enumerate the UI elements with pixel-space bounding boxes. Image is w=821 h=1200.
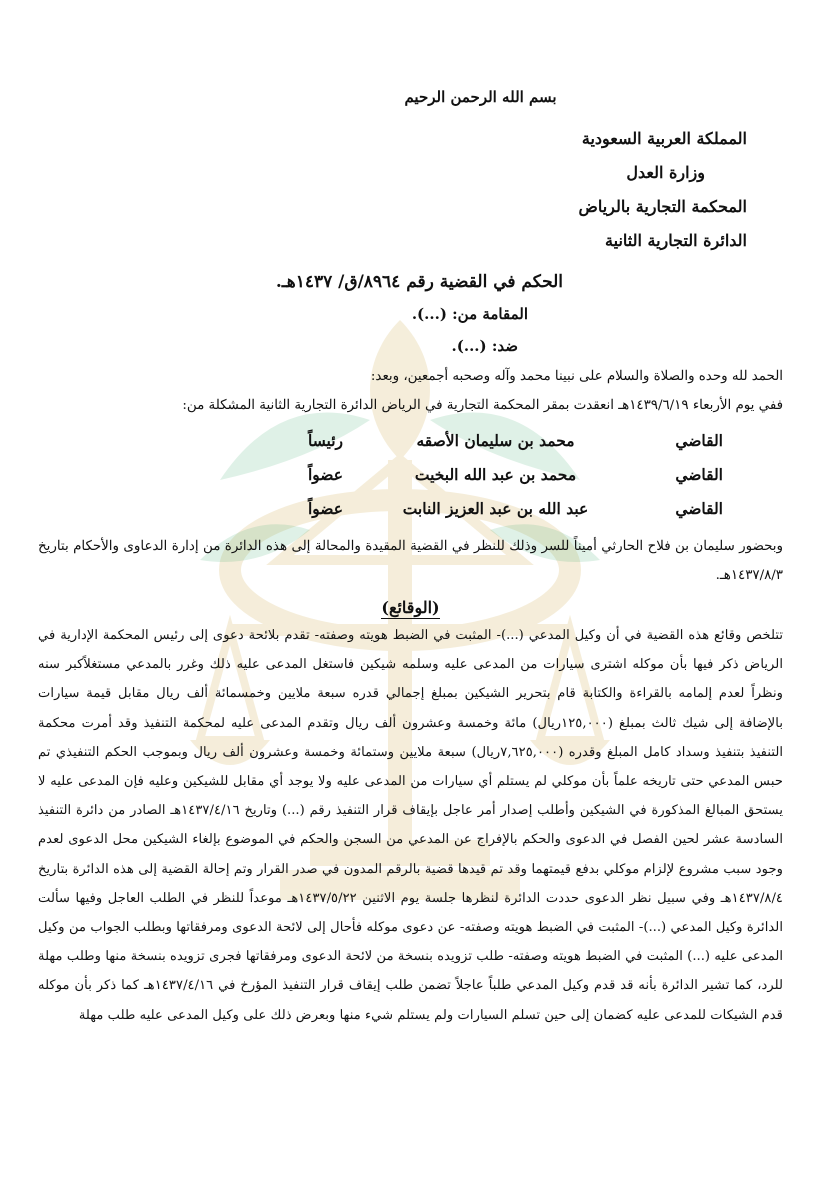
judge-name: محمد بن سليمان الأصقه	[416, 431, 575, 450]
judge-role: عضواً	[307, 499, 343, 518]
plaintiff-line: المقامة من: (...).	[411, 305, 528, 323]
header-circuit: الدائرة التجارية الثانية	[605, 231, 747, 250]
judges-panel	[38, 424, 783, 526]
praise-line: الحمد لله وحده والصلاة والسلام على نبينا محمد وآله وصحبه أجمعين، وبعد:	[370, 369, 783, 384]
facts-body: تتلخص وقائع هذه القضية في أن وكيل المدعي (...)- المثبت في الضبط هويته وصفته- تقدم بلائحة دعوى إلى رئيس المحكمة الإدارية في الرياض ذكر فيها بأن موكله اشترى سيارات من المدعى عليه وسلمه شيكين فاستغل المدعى عليه ذلك وغرر بالمدعي مستغلاًكبر سنه ونظراً لعدم إلمامه بالقراءة والكتابة قام بتحرير الشيكين بمبلغ إجمالي قدره سبعة ملايين وخمسمائة ألف ريال مقابل قيمة سيارات بالإضافة إلى شيك ثالث بمبلغ (١٢٥,٠٠٠ريال) مائة وخمسة وعشرون ألف ريال وتقدم المدعى عليه لمحكمة التنفيذ وقد أمرت محكمة التنفيذ بتنفيذ وسداد كامل المبلغ وقدره (٧,٦٢٥,٠٠٠ريال) سبعة ملايين وستمائة وخمسة وعشرون ألف ريال وبموجب الحكم التنفيذي تم حبس المدعي حتى تاريخه علماً بأن موكلي لم يستلم أي سيارات من المدعى عليه ولا يوجد أي مقابل للشيكين وعليه فإن المدعى عليه لا يستحق المبالغ المذكورة في الشيكين وأطلب إصدار أمر عاجل بإيقاف قرار التنفيذ رقم (...) وتاريخ ١٤٣٧/٤/١٦هـ الصادر من دائرة التنفيذ السادسة عشر لحين الفصل في الدعوى والحكم بالإفراج عن المدعي من السجن والحكم في الموضوع بإلغاء الشيكين محل الدعوى لعدم وجود سبب مشروع لإلزام موكلي بدفع قيمتهما وقد تم قيدها قضية بالرقم المدون في صدر القرار وتم إحالة القضية إلى هذه الدائرة بتاريخ ١٤٣٧/٨/٤هـ وفي سبيل نظر الدعوى حددت الدائرة لنظرها جلسة يوم الاثنين ١٤٣٧/٥/٢٢هـ موعداً للنظر في الطلب العاجل وفيها سألت الدائرة وكيل المدعي (...)- المثبت في الضبط هويته وصفته- عن دعوى موكله فأحال إلى لائحة الدعوى ومرفقاتها وبطلب الجواب من وكيل المدعى عليه (...) المثبت في الضبط هويته وصفته- طلب تزويده بنسخة من لائحة الدعوى ومرفقاتها فجرى تزويده بنسخة منها وطلب مهلة للرد، كما تشير الدائرة بأنه قد قدم وكيل المدعي طلباً عاجلاً تضمن طلب إيقاف قرار التنفيذ المؤرخ في ١٤٣٧/٤/١٦هـ كما ذكر بأن موكله قدم الشيكات للمدعى عليه كضمان إلى حين تسلم السيارات ولم يستلم شيء منها وبعرض ذلك على وكيل المدعى عليه طلب مهلة	[38, 628, 784, 1023]
judge-title: القاضي	[675, 465, 723, 484]
header-ministry: وزارة العدل	[626, 163, 705, 182]
facts-heading-text: (الوقائع)	[381, 598, 440, 617]
header-kingdom: المملكة العربية السعودية	[581, 129, 747, 148]
judge-role: عضواً	[307, 465, 343, 484]
judge-title: القاضي	[675, 431, 723, 450]
case-title: الحكم في القضية رقم ٨٩٦٤/ق/ ١٤٣٧هـ.	[275, 272, 563, 292]
judge-role: رئيساً	[307, 431, 343, 450]
session-line: ففي يوم الأربعاء ١٤٣٩/٦/١٩هـ انعقدت بمقر المحكمة التجارية في الرياض الدائرة التجارية الثانية المشكلة من:	[182, 398, 783, 413]
judge-name: محمد بن عبد الله البخيت	[414, 465, 577, 484]
judge-title: القاضي	[675, 499, 723, 518]
judge-name: عبد الله بن عبد العزيز النابت	[402, 499, 589, 518]
attendance-paragraph: وبحضور سليمان بن فلاح الحارثي أميناً للسر وذلك للنظر في القضية المقيدة والمحالة إلى هذه الدائرة من إدارة الدعاوى والأحكام بتاريخ ١٤٣٧/٨/٣هـ.	[38, 539, 783, 583]
basmala: بسم الله الرحمن الرحيم	[404, 88, 557, 106]
facts-heading	[38, 598, 783, 617]
judge-row	[38, 424, 783, 458]
judge-row	[38, 458, 783, 492]
judge-row	[38, 492, 783, 526]
defendant-line: ضد: (...).	[451, 337, 518, 355]
header-court: المحكمة التجارية بالرياض	[578, 197, 747, 216]
document-content	[38, 88, 783, 1030]
